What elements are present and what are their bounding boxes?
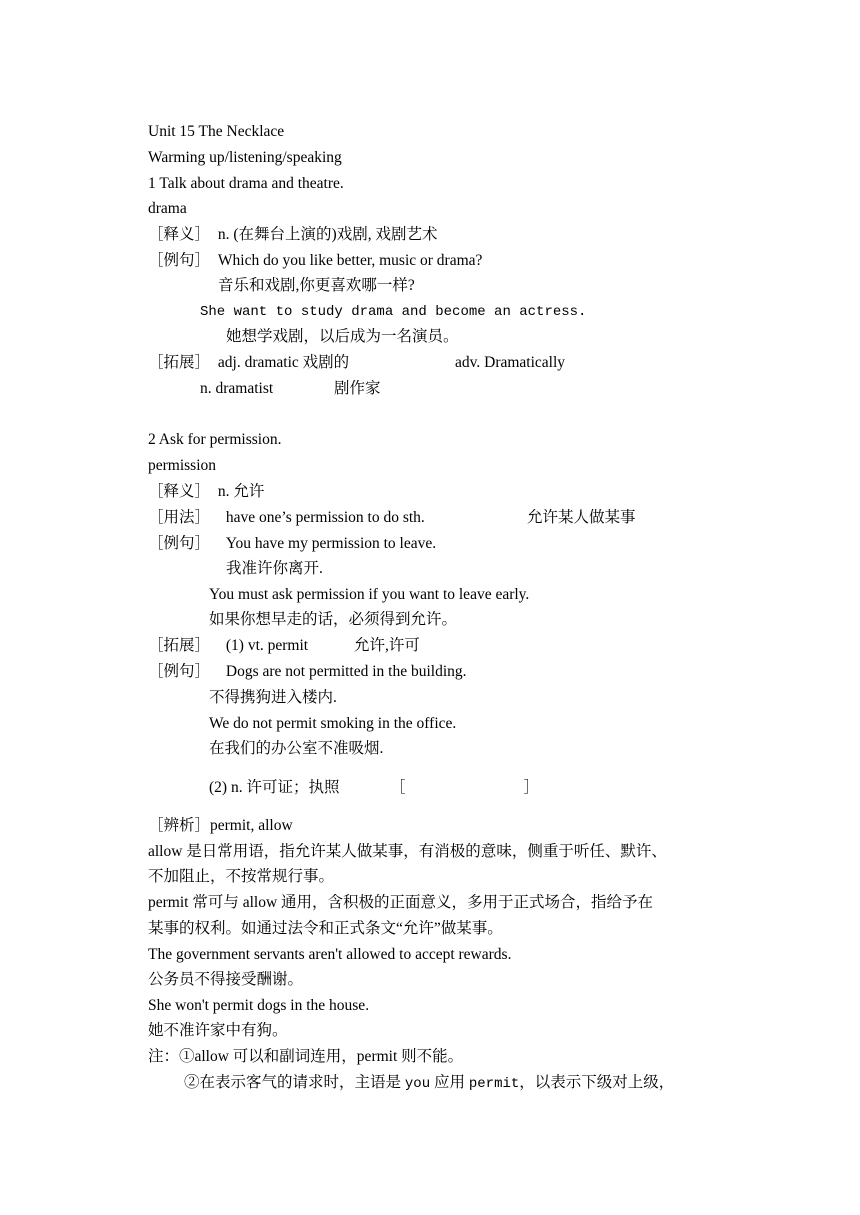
allow-explanation: allow 是日常用语，指允许某人做某事，有消极的意味，侧重于听任、默许、 — [148, 843, 667, 860]
meaning-text: n. (在舞台上演的)戏剧, 戏剧艺术 — [217, 226, 438, 243]
part1-word: drama — [148, 200, 187, 217]
extension-noun-zh: 剧作家 — [334, 380, 381, 397]
note-2-text: ，以表示下级对上级， — [519, 1074, 675, 1091]
example-zh: 在我们的办公室不准吸烟. — [209, 740, 384, 757]
part2-extension-line — [148, 636, 308, 656]
extension-adv: adv. Dramatically — [455, 354, 566, 371]
extension-noun: n. dramatist — [200, 380, 274, 397]
meaning-tag: ［释义］ — [148, 226, 211, 243]
part2-example-line — [148, 534, 436, 554]
example-tag: ［例句］ — [148, 252, 211, 269]
permit-explanation: 某事的权利。如通过法令和正式条文“允许”做某事。 — [148, 920, 503, 937]
example-en: You have my permission to leave. — [225, 535, 437, 552]
note-2-text: ②在表示客气的请求时，主语是 — [184, 1074, 405, 1091]
part2-usage-line — [148, 508, 425, 528]
example-zh: 我准许你离开. — [226, 560, 323, 577]
example-zh: 如果你想早走的话，必须得到允许。 — [209, 611, 458, 628]
bracket-close: ］ — [523, 779, 540, 796]
example-tag: ［例句］ — [148, 535, 211, 552]
section-title: Warming up/listening/speaking — [148, 149, 342, 166]
example-zh: 公务员不得接受酬谢。 — [148, 971, 304, 988]
blank-bracket — [390, 778, 539, 798]
part1-extension-line — [148, 353, 349, 373]
example-zh: 她想学戏剧，以后成为一名演员。 — [226, 328, 459, 345]
permit-explanation: permit 常可与 allow 通用，含积极的正面意义，多用于正式场合，指给予在 — [148, 894, 654, 911]
unit-title: Unit 15 The Necklace — [148, 123, 285, 140]
example-en: She want to study drama and become an actress. — [200, 304, 587, 320]
discrimination-title: permit, allow — [210, 817, 293, 834]
example-en: Which do you like better, music or drama? — [217, 252, 483, 269]
part1-example-line — [148, 251, 482, 271]
example-tag: ［例句］ — [148, 663, 211, 680]
usage-tag: ［用法］ — [148, 509, 211, 526]
extension-verb-zh: 允许,许可 — [354, 637, 420, 654]
usage-text: have one’s permission to do sth. — [225, 509, 425, 526]
example-en: She won't permit dogs in the house. — [148, 997, 370, 1014]
example-en: The government servants aren't allowed to accept rewards. — [148, 946, 512, 963]
note-2-you: you — [404, 1076, 431, 1092]
example-zh: 她不准许家中有狗。 — [148, 1022, 288, 1039]
note-2-permit: permit — [468, 1076, 520, 1092]
bracket-open: ［ — [390, 779, 406, 796]
discrimination-line — [148, 816, 293, 836]
extension-tag: ［拓展］ — [148, 637, 211, 654]
meaning-text: n. 允许 — [217, 483, 265, 500]
part2-word: permission — [148, 457, 217, 474]
part1-meaning-line — [148, 225, 437, 245]
part2-ext-example-line — [148, 662, 467, 682]
part1-heading: 1 Talk about drama and theatre. — [148, 175, 344, 192]
extension-tag: ［拓展］ — [148, 354, 211, 371]
example-zh: 不得携狗进入楼内. — [209, 689, 337, 706]
example-en: Dogs are not permitted in the building. — [225, 663, 467, 680]
allow-explanation: 不加阻止，不按常规行事。 — [148, 868, 335, 885]
note-2-text: 应用 — [430, 1074, 469, 1091]
example-en: We do not permit smoking in the office. — [209, 715, 457, 732]
part2-meaning-line — [148, 482, 264, 502]
note-2 — [184, 1073, 674, 1094]
extension-verb: (1) vt. permit — [225, 637, 309, 654]
discrimination-tag: ［辨析］ — [148, 817, 211, 834]
extension-noun-line — [209, 778, 339, 798]
extension-noun: (2) n. 许可证；执照 — [209, 779, 340, 796]
example-en: You must ask permission if you want to leave early. — [209, 586, 530, 603]
part2-heading: 2 Ask for permission. — [148, 431, 282, 448]
extension-adj: adj. dramatic 戏剧的 — [217, 354, 350, 371]
usage-zh: 允许某人做某事 — [527, 509, 636, 526]
example-zh: 音乐和戏剧,你更喜欢哪一样? — [218, 277, 415, 294]
meaning-tag: ［释义］ — [148, 483, 211, 500]
note-1: 注：①allow 可以和副词连用，permit 则不能。 — [148, 1048, 464, 1065]
